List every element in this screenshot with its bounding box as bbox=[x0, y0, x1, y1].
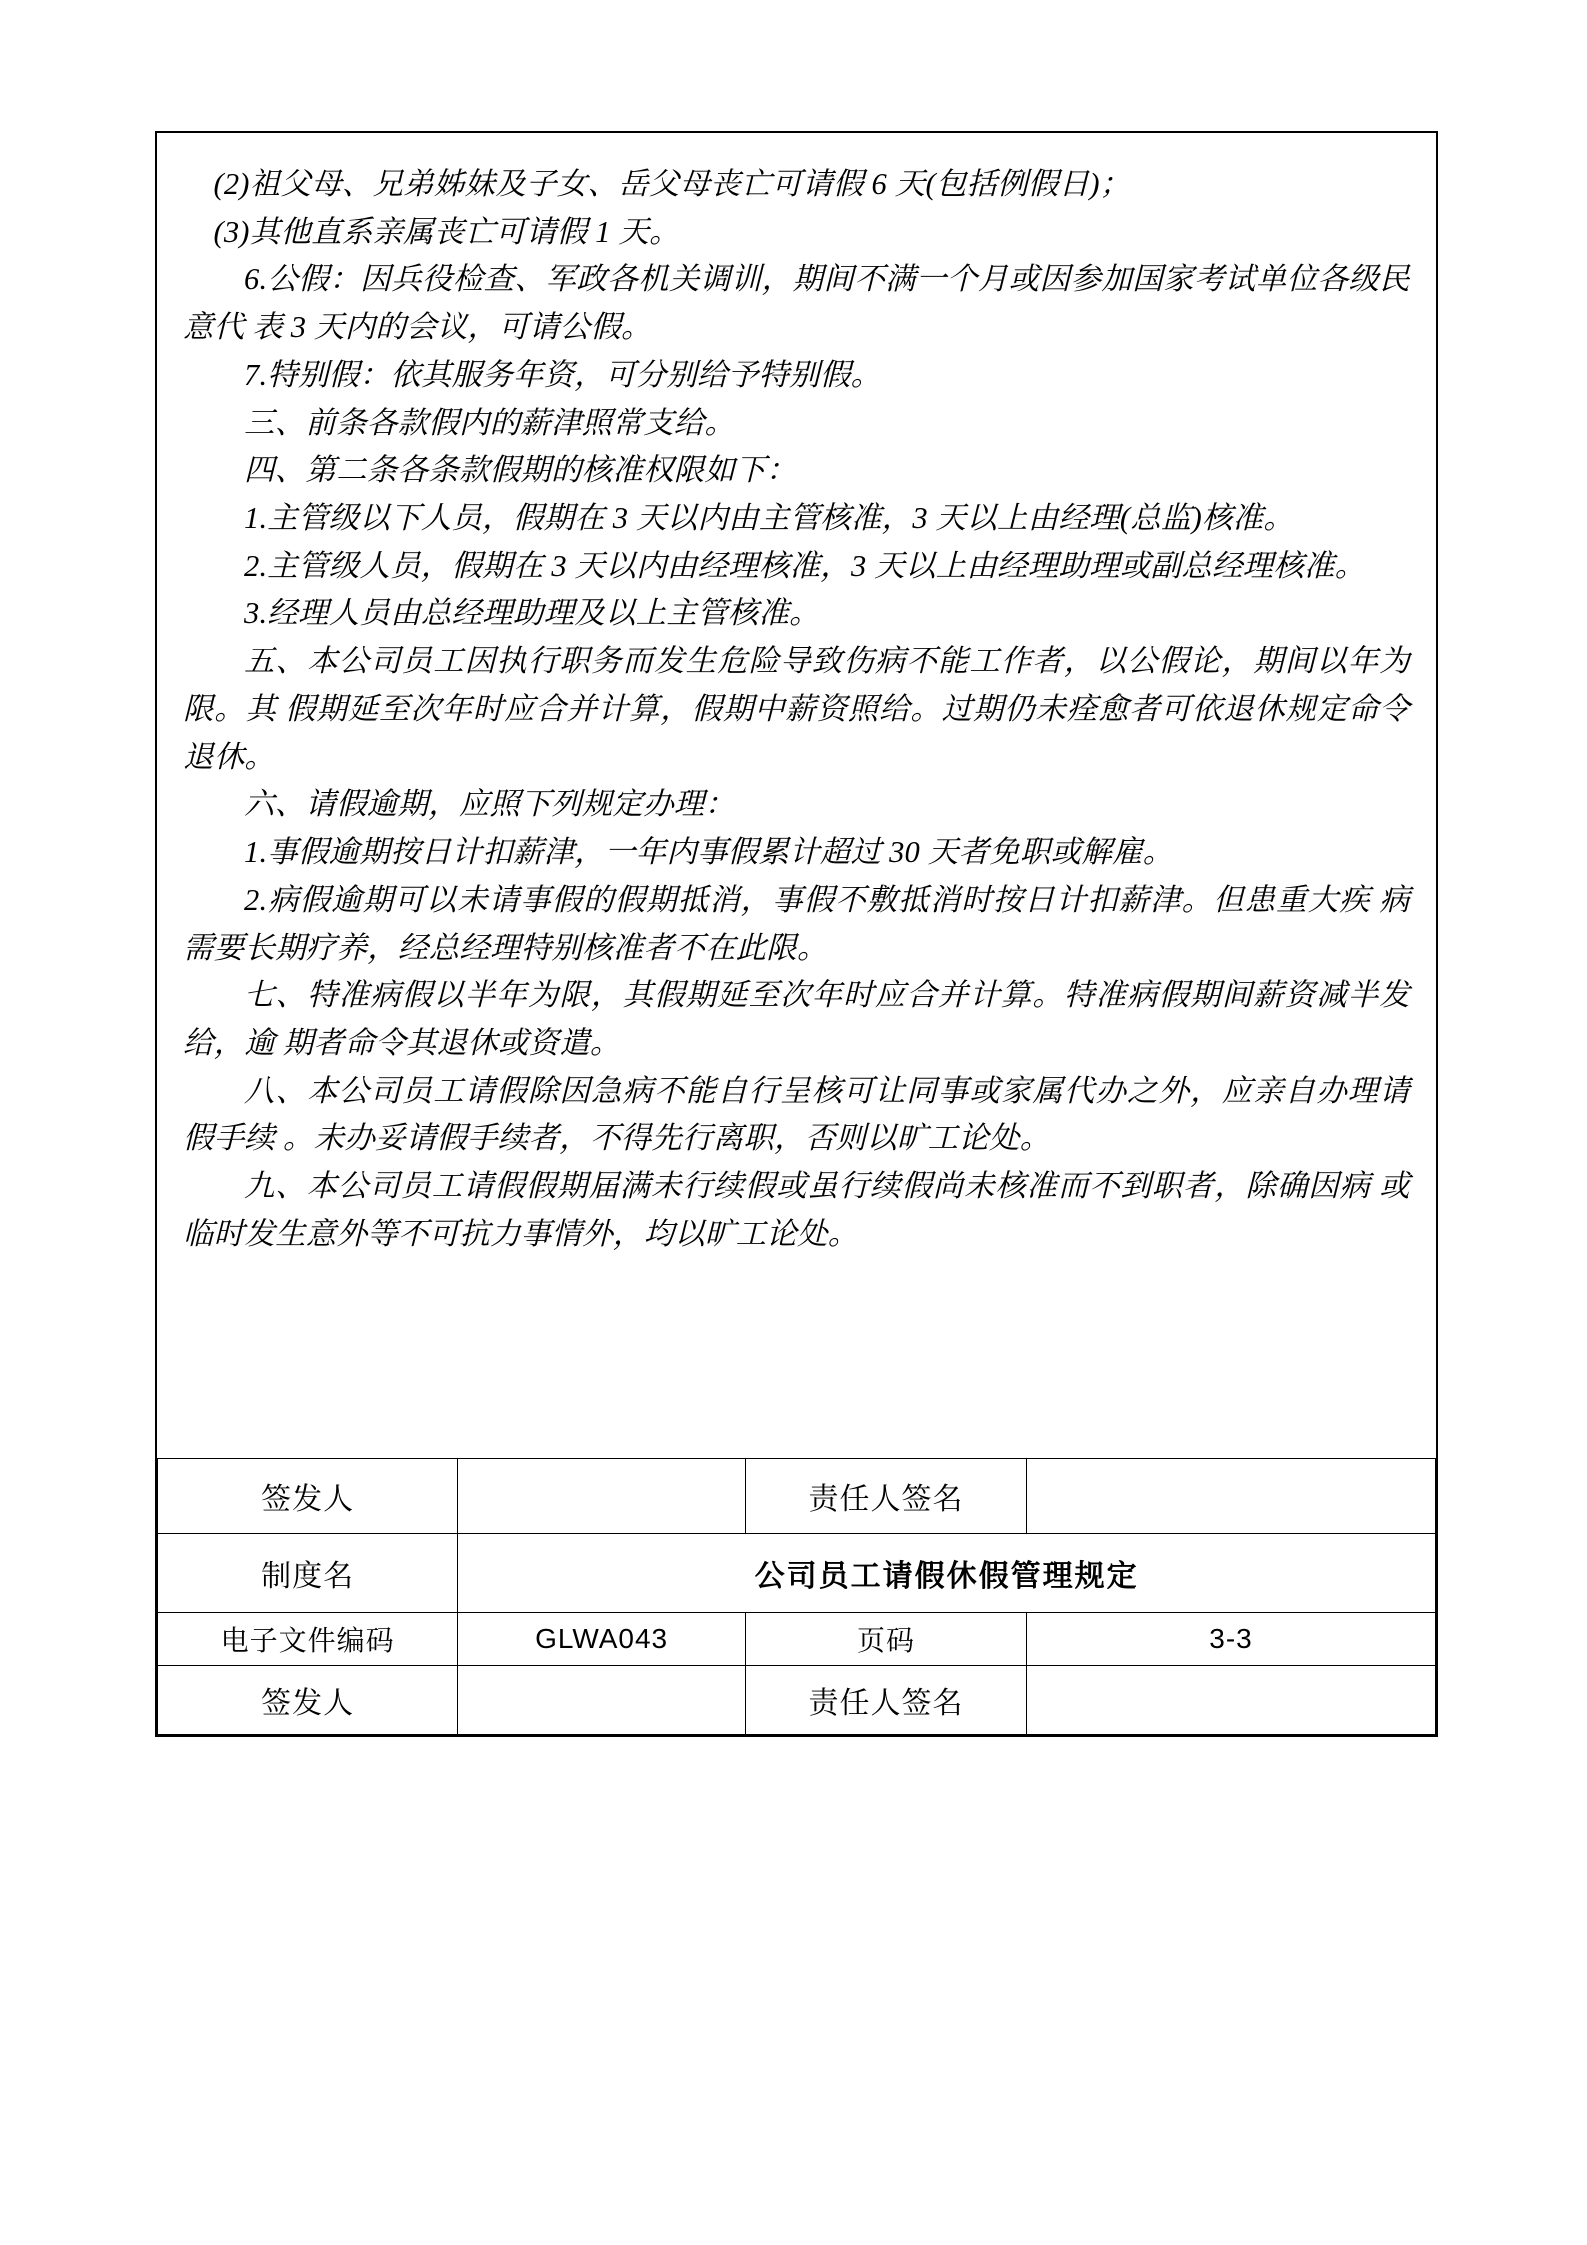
issuer-value-bottom[interactable] bbox=[458, 1666, 746, 1735]
table-row bbox=[158, 1459, 1436, 1534]
issuer-label-bottom: 签发人 bbox=[158, 1666, 458, 1735]
system-name-label: 制度名 bbox=[158, 1534, 458, 1613]
document-page bbox=[155, 131, 1438, 1737]
table-row bbox=[158, 1613, 1436, 1666]
body-paragraph: (3)其他直系亲属丧亡可请假 1 天。 bbox=[213, 214, 680, 249]
file-code-value: GLWA043 bbox=[458, 1613, 746, 1666]
body-paragraph: 三、前条各款假内的薪津照常支给。 bbox=[244, 405, 736, 440]
responsible-value-top[interactable] bbox=[1027, 1459, 1436, 1534]
body-paragraph: 七、特准病假以半年为限，其假期延至次年时应合并计算。特准病假期间薪资减半发给，逾 期者命令其退休或资遣。 bbox=[183, 978, 1410, 1060]
page-number-label: 页码 bbox=[745, 1613, 1026, 1666]
issuer-value-top[interactable] bbox=[458, 1459, 746, 1534]
body-paragraph: 五、本公司员工因执行职务而发生危险导致伤病不能工作者，以公假论，期间以年为限。其 假期延至次年时应合并计算，假期中薪资照给。过期仍未痊愈者可依退休规定命令退休。 bbox=[183, 644, 1410, 774]
footer-table bbox=[157, 1458, 1436, 1735]
document-body bbox=[157, 133, 1436, 1458]
table-row bbox=[158, 1534, 1436, 1613]
responsible-label-bottom: 责任人签名 bbox=[745, 1666, 1026, 1735]
body-paragraph: 3.经理人员由总经理助理及以上主管核准。 bbox=[244, 596, 820, 631]
body-paragraph: 八、本公司员工请假除因急病不能自行呈核可让同事或家属代办之外，应亲自办理请假手续 。未办妥请假手续者，不得先行离职，否则以旷工论处。 bbox=[183, 1073, 1410, 1156]
body-paragraph: 六、请假逾期，应照下列规定办理： bbox=[244, 787, 736, 822]
body-paragraph: 6.公假：因兵役检查、军政各机关调训，期间不满一个月或因参加国家考试单位各级民意代 表 3 天内的会议，可请公假。 bbox=[183, 262, 1410, 345]
body-paragraph: 2.主管级人员，假期在 3 天以内由经理核准，3 天以上由经理助理或副总经理核准。 bbox=[244, 548, 1366, 583]
body-paragraph: 2.病假逾期可以未请事假的假期抵消，事假不敷抵消时按日计扣薪津。但患重大疾 病需要长期疗养，经总经理特别核准者不在此限。 bbox=[183, 882, 1410, 965]
issuer-label-top: 签发人 bbox=[158, 1459, 458, 1534]
table-row bbox=[158, 1666, 1436, 1735]
file-code-label: 电子文件编码 bbox=[158, 1613, 458, 1666]
body-paragraph: 7.特别假：依其服务年资，可分别给予特别假。 bbox=[244, 357, 882, 392]
body-paragraph: (2)祖父母、兄弟姊妹及子女、岳父母丧亡可请假 6 天(包括例假日)； bbox=[213, 167, 1131, 201]
system-name-value: 公司员工请假休假管理规定 bbox=[458, 1534, 1436, 1613]
responsible-label-top: 责任人签名 bbox=[745, 1459, 1026, 1534]
body-paragraph: 九、本公司员工请假假期届满未行续假或虽行续假尚未核准而不到职者，除确因病 或临时发生意外等不可抗力事情外，均以旷工论处。 bbox=[183, 1169, 1410, 1251]
body-paragraph: 1.主管级以下人员，假期在 3 天以内由主管核准，3 天以上由经理(总监)核准。 bbox=[244, 501, 1295, 536]
page-number-value: 3-3 bbox=[1027, 1613, 1436, 1666]
responsible-value-bottom[interactable] bbox=[1027, 1666, 1436, 1735]
body-paragraph: 四、第二条各条款假期的核准权限如下： bbox=[244, 453, 797, 488]
body-paragraph: 1.事假逾期按日计扣薪津，一年内事假累计超过 30 天者免职或解雇。 bbox=[244, 835, 1174, 870]
